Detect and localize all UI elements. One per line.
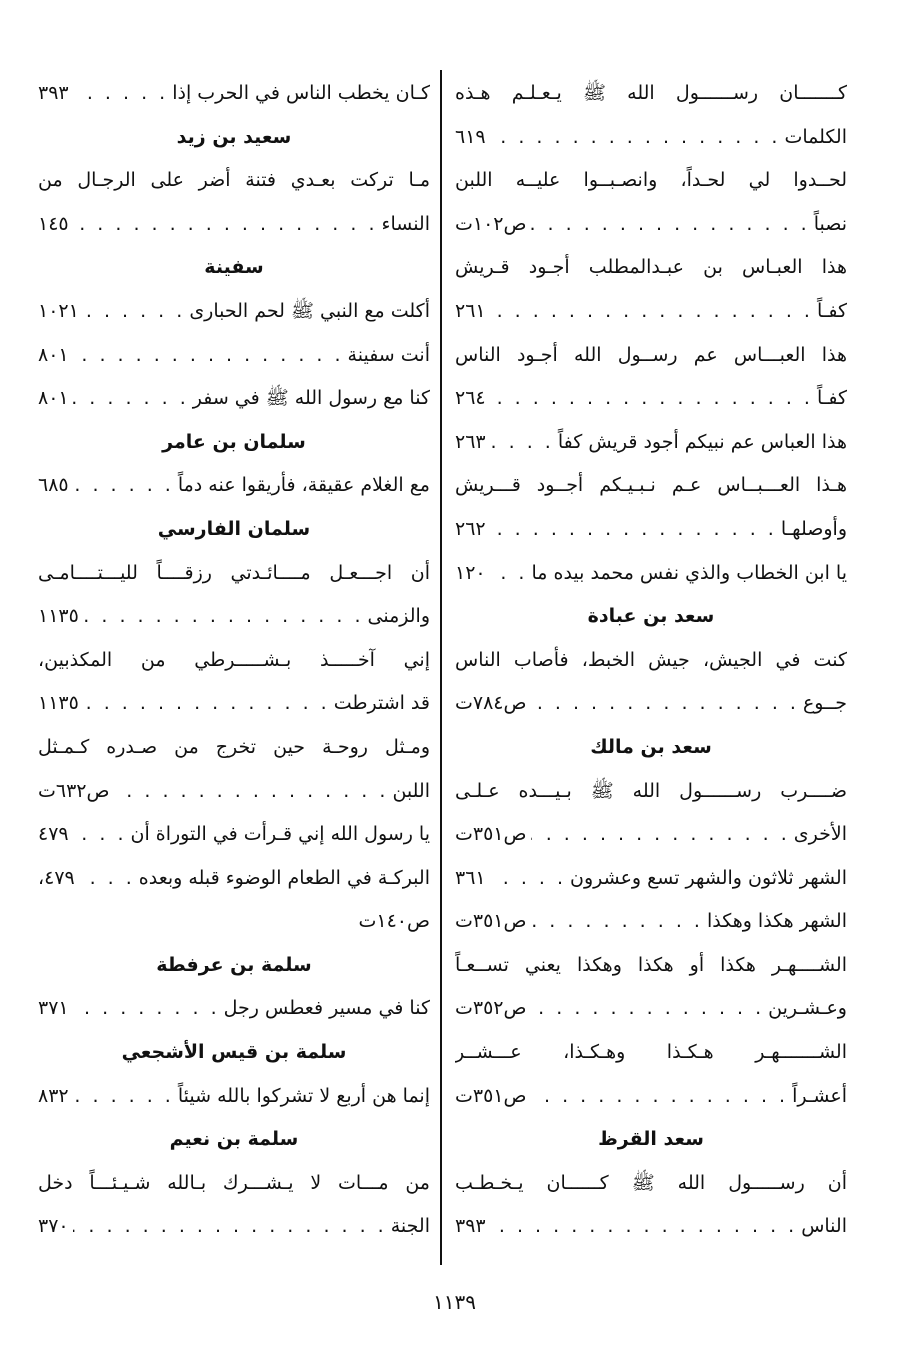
leader-dots — [83, 290, 185, 334]
entry-line: كـــــــان رســــــول الله ﷺ يـعـلـم هـذه — [455, 82, 847, 104]
entry-text: كفـاً — [816, 387, 847, 410]
entry-text: أنت سفينة — [347, 343, 430, 366]
entry-page-ref: ص٣٥٢ت — [455, 997, 527, 1020]
entry-text: قد اشترطت — [333, 692, 430, 715]
leader-dots — [531, 813, 790, 857]
entry-page-ref: ١١٣٥ — [38, 605, 79, 628]
leader-dots — [73, 1075, 174, 1119]
index-entry — [38, 72, 430, 116]
index-entry — [38, 987, 430, 1031]
index-entry — [455, 290, 847, 334]
leader-dots — [114, 770, 389, 814]
leader-dots — [73, 203, 378, 247]
entry-text: وعـشـرين — [768, 997, 847, 1020]
entry-page-ref: ١١٣٥ — [38, 692, 79, 715]
leader-dots — [83, 595, 364, 639]
section-heading: سعيد بن زيد — [176, 125, 292, 148]
leader-dots — [73, 377, 189, 421]
entry-page-ref: ٣٦١ — [455, 866, 486, 889]
section-heading: سلمة بن عرفطة — [156, 953, 312, 976]
index-entry — [38, 290, 430, 334]
leader-dots — [79, 857, 135, 901]
leader-dots — [490, 290, 813, 334]
column-divider — [440, 70, 442, 1265]
entry-text: كنا مع رسول الله ﷺ في سفر — [192, 387, 430, 410]
leader-dots — [531, 987, 765, 1031]
entry-page-ref: ٢٦١ — [455, 299, 486, 322]
entry-text: الشهر هكذا وهكذا — [706, 910, 847, 933]
index-entry — [38, 377, 430, 421]
entry-text: الكلمات — [784, 125, 847, 148]
entry-text: هذا العباس عم نبيكم أجود قريش كفاً — [557, 430, 847, 453]
entry-line: هذا العبـاس بن عبـدالمطلب أجـود قـريش — [455, 256, 847, 279]
index-entry — [38, 682, 430, 726]
leader-dots — [73, 1205, 387, 1249]
entry-page-ref: ٣٩٣ — [38, 82, 69, 104]
entry-page-ref: ص٣٥١ت — [455, 823, 527, 846]
leader-dots — [531, 203, 810, 247]
entry-line: لحــدوا لي لحـداً، وانصـبــوا عليــه اللبن — [455, 169, 847, 192]
entry-page-ref: ص٣٥١ت — [455, 910, 527, 933]
entry-text: إنما هن أربع لا تشركوا بالله شيئاً — [177, 1084, 430, 1107]
entry-page-ref: ١٤٥ — [38, 212, 69, 235]
entry-text: كفـاً — [816, 299, 847, 322]
leader-dots — [531, 682, 799, 726]
entry-page-ref: ٦١٩ — [455, 125, 486, 148]
index-entry — [455, 508, 847, 552]
entry-page-ref: ص١٠٢ت — [455, 212, 527, 235]
entry-page-ref: ٣٧١ — [38, 997, 69, 1020]
index-entry — [38, 1205, 430, 1249]
entry-line: ضــــرب رســــــول الله ﷺ بـيـــده عـلـى — [455, 779, 847, 802]
leader-dots — [490, 552, 528, 596]
entry-line: أن رســـــول الله ﷺ كــــــان يـخـطـب — [455, 1171, 847, 1194]
entry-page-ref: ٢٦٤ — [455, 387, 486, 410]
entry-line: إني آخـــــذ بـشـــــرطي من المكذبين، — [38, 648, 430, 671]
leader-dots — [490, 1205, 798, 1249]
index-entry — [38, 595, 430, 639]
page-number: ١١٣٩ — [433, 1290, 476, 1314]
entry-page-ref: ص٧٨٤ت — [455, 692, 527, 715]
entry-line: ومـثل روحـة حين تخرج من صـدره كـمـثل — [38, 735, 430, 758]
leader-dots — [490, 857, 566, 901]
leader-dots — [490, 377, 813, 421]
leader-dots — [531, 900, 703, 944]
entry-line: الشـــــــهـر هـكـذا وهـكـذا، عـــشــر — [455, 1041, 847, 1064]
entry-text: يا رسول الله إني قـرأت في التوراة أن — [130, 823, 430, 846]
index-entry — [455, 203, 847, 247]
leader-dots — [73, 464, 174, 508]
index-entry — [455, 421, 847, 465]
entry-page-ref: ٢٦٣ — [455, 430, 486, 453]
entry-text: كنا في مسير فعطس رجل — [223, 997, 430, 1020]
leader-dots — [73, 334, 344, 378]
index-entry — [455, 900, 847, 944]
entry-text: أعشـراً — [792, 1084, 847, 1107]
entry-line: هذا العبـــاس عم رســول الله أجـود الناس — [455, 343, 847, 366]
section-heading: سلمان الفارسي — [157, 517, 311, 540]
entry-page-ref: ٤٧٩، — [38, 866, 75, 889]
leader-dots — [490, 421, 554, 465]
index-entry — [38, 334, 430, 378]
entry-text: الأخرى — [793, 823, 847, 846]
index-entry — [38, 813, 430, 857]
index-entry — [38, 203, 430, 247]
entry-line: الشــــهـر هكذا أو هكذا وهكذا يعني تســعـاً — [455, 953, 847, 976]
index-entry — [455, 813, 847, 857]
section-heading: سعد القرظ — [598, 1128, 704, 1151]
index-entry — [38, 770, 430, 814]
leader-dots — [73, 72, 169, 116]
index-entry — [38, 464, 430, 508]
index-entry — [455, 682, 847, 726]
entry-text: الشهر ثلاثون والشهر تسع وعشرون — [570, 866, 847, 889]
index-entry — [455, 377, 847, 421]
entry-text: مع الغلام عقيقة، فأريقوا عنه دماً — [177, 474, 430, 497]
entry-text: كـان يخطب الناس في الحرب إذا — [172, 82, 430, 104]
entry-page-ref: ص٣٥١ت — [455, 1084, 527, 1107]
leader-dots — [73, 987, 220, 1031]
entry-line: مـا تركت بعـدي فتنة أضر على الرجـال من — [38, 169, 430, 192]
index-entry — [455, 552, 847, 596]
index-entry — [455, 987, 847, 1031]
entry-line: من مـــات لا يـشـــرك بـالله شـيـئـــاً دخل — [38, 1171, 430, 1194]
entry-text: البركـة في الطعام الوضوء قبله وبعده — [138, 866, 430, 889]
entry-page-ref: ١٠٢١ — [38, 299, 79, 322]
leader-dots — [490, 508, 777, 552]
entry-page-ref: ٣٧٠ — [38, 1215, 69, 1238]
entry-text: الجنة — [390, 1215, 430, 1238]
section-heading: سلمة بن قيس الأشجعي — [121, 1041, 347, 1064]
entry-line: أن اجـــعـل مــــائـدتي رزقــــاً لليـــتــــامـى — [38, 561, 430, 584]
index-entry — [455, 1205, 847, 1249]
entry-text: وأوصلهـا — [780, 517, 847, 540]
leader-dots — [83, 682, 330, 726]
entry-page-ref: ٤٧٩ — [38, 823, 69, 846]
entry-line: هـذا العـــبــاس عـم نـبـيـكم أجــود قـــريش — [455, 474, 847, 497]
entry-page-ref: ٣٩٣ — [455, 1215, 486, 1238]
section-heading: سلمان بن عامر — [162, 430, 306, 453]
entry-text: والزمنى — [367, 605, 430, 628]
entry-page-ref: ٨٠١ — [38, 387, 69, 410]
entry-page-ref: ص٦٣٢ت — [38, 779, 110, 802]
entry-text: اللبن — [392, 779, 430, 802]
entry-text: يا ابن الخطاب والذي نفس محمد بيده ما — [531, 561, 847, 584]
index-entry — [38, 1075, 430, 1119]
entry-page-ref: ١٢٠ — [455, 561, 486, 584]
entry-text: النساء — [381, 212, 430, 235]
entry-text: الناس — [801, 1215, 847, 1238]
section-heading: سعد بن عبادة — [587, 605, 715, 628]
leader-dots — [531, 1075, 789, 1119]
index-entry — [455, 1075, 847, 1119]
index-entry — [455, 116, 847, 160]
section-heading: سعد بن مالك — [590, 735, 712, 758]
right-column — [455, 72, 847, 1249]
leader-dots — [73, 813, 127, 857]
section-heading: سلمة بن نعيم — [169, 1128, 299, 1151]
section-heading: سفينة — [204, 256, 264, 279]
left-column — [38, 72, 430, 1249]
entry-continuation: ص١٤٠ت — [358, 910, 430, 933]
entry-page-ref: ٨٠١ — [38, 343, 69, 366]
entry-text: جــوع — [802, 692, 847, 715]
index-entry — [38, 857, 430, 901]
entry-line: كنت في الجيش، جيش الخبط، فأصاب الناس — [455, 648, 847, 671]
entry-text: نصباً — [813, 212, 847, 235]
index-entry — [455, 857, 847, 901]
entry-page-ref: ٢٦٢ — [455, 517, 486, 540]
entry-text: أكلت مع النبي ﷺ لحم الحبارى — [189, 299, 430, 322]
entry-page-ref: ٨٣٢ — [38, 1084, 69, 1107]
entry-page-ref: ٦٨٥ — [38, 474, 69, 497]
leader-dots — [490, 116, 781, 160]
